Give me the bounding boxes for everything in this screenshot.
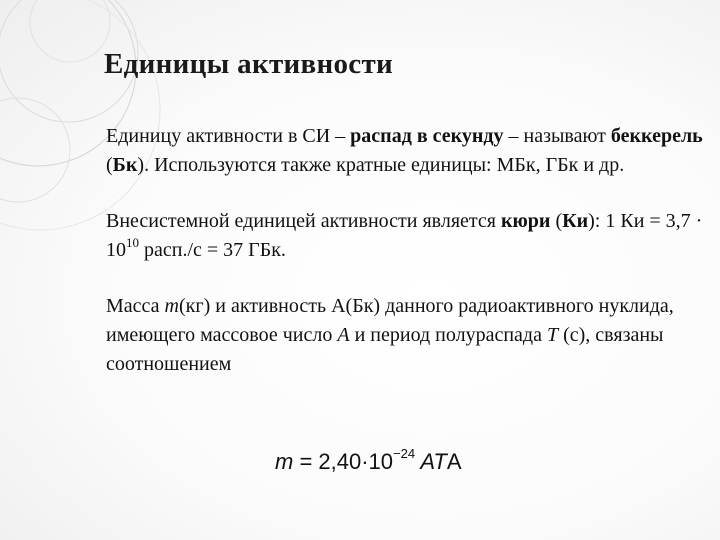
p1-bold-decay-per-second: распад в секунду [350,125,504,147]
slide-body [106,122,706,379]
paragraph-curie [106,207,706,265]
p3-text-a: Масса [106,295,165,317]
formula-mass-activity [275,445,462,475]
p3-italic-m: m [164,295,179,317]
deco-ring-small [30,0,110,62]
p1-text-a: Единицу активности в СИ – [106,125,351,147]
p2-exponent: 10 [126,235,139,251]
paragraph-si-unit [106,122,706,180]
formula-vars: AT [415,449,447,474]
p3-italic-a: A [337,324,350,346]
paragraph-mass-activity [106,292,706,379]
p2-text-e: ): 1 Ки = 3,7 · 10 [106,210,703,261]
p3-text-e: и период полураспада [349,324,547,346]
formula-exponent: −24 [393,445,416,461]
formula-lhs: m [275,449,294,474]
p2-text-c: ( [550,210,563,232]
p3-text-g: (с), связаны соотношением [106,324,664,375]
p1-text-g: ). Используются также кратные единицы: МБк, ГБк и др. [137,154,625,176]
p3-text-c: (кг) и активность А(Бк) данного радиоактивного нуклида, имеющего массовое число [106,295,674,346]
formula-equals: = 2,40·10 [293,449,394,474]
p1-bold-becquerel: беккерель [610,125,703,147]
slide-title: Единицы активности [104,48,393,80]
p2-text-a: Внесистемной единицей активности является [106,210,501,232]
p2-bold-curie: кюри [500,210,551,232]
p2-text-g: расп./с = 37 ГБк. [139,239,286,261]
p1-bold-bq: Бк [112,154,138,176]
p1-text-e: ( [106,154,113,176]
p2-bold-ci: Ки [562,210,589,232]
p3-italic-t: T [546,324,559,346]
p1-text-c: – называют [503,125,611,147]
formula-tail: A [446,449,462,474]
